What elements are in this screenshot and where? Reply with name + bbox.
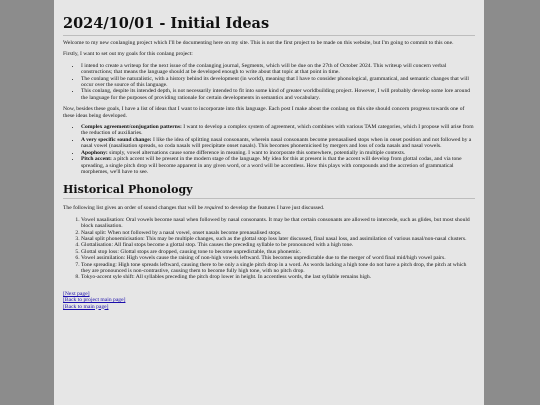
- main-page-link[interactable]: [Back to main page]: [63, 303, 109, 310]
- list-item: 6. Vowel assimilation: High vowels cause the raising of non-high vowels leftward. This becomes unpredictable due to the merger of word final mid/high vowel pairs.: [81, 255, 475, 261]
- list-item: 4. Glottalisation: All final stops become a glottal stop. This causes the preceding syllable to be pronounced with a high tone.: [81, 242, 475, 248]
- list-item: 3. Nasal split phonemicisation: This may be multiple changes, such as the glottal stop loss later discussed, final nasal loss, and assimilation of various nasal/non-nasal clusters.: [81, 236, 475, 242]
- page-content: [54, 0, 484, 405]
- intro-paragraph: Welcome to my new conlanging project which I'll be documenting here on my site. This is not the first project to be made on this website, but I'm going to commit to this one.: [63, 40, 454, 46]
- next-page-link[interactable]: [Next page]: [63, 290, 90, 297]
- idea-text: simply, vowel alternations cause some difference in meaning. I want to incorporate this somewhere, potentially in multiple contexts.: [109, 149, 406, 156]
- idea-text: I like the idea of splitting nasal consonants, wherein nasal consonants become prenasalised stops when in onset position and not followed by a nasal vowel (nasalisation spreads, so coda nasals will precipitate onset nasals). This becomes phonemicised by mergers and loss of coda nasals and nasal vowels.: [81, 136, 472, 150]
- idea-text: a pitch accent will be present in the modern stage of the language. My idea for this at present is that the accent will develop from glottal codas, and via tone spreading, a single pitch drop will become apparent in any given word, or a word will be accentless. How this plays with compounds and the accretion of grammatical morphemes, we'll have to see.: [81, 156, 462, 175]
- idea-term: Complex agreement/conjugation patterns:: [81, 124, 182, 131]
- list-item: 2. Nasal split: When not followed by a nasal vowel, onset nasals become prenasalised stops.: [81, 230, 475, 236]
- list-item: [81, 156, 475, 175]
- list-item: 8. Tokyo-accent syle shift: All syllables preceding the pitch drop lower in height. In accentless words, the last syllable remains high.: [81, 274, 475, 280]
- goals-list: [63, 63, 475, 101]
- page-navigation: [63, 291, 475, 310]
- list-item: • The conlang will be naturalistic, with a history behind its development (in world), meaning that I have to consider phonological, grammatical, and semantic changes that will occur over the source of this language.: [81, 76, 475, 89]
- list-item: 7. Tone spreading: High tone spreads leftward, causing there to be only a single pitch drop in a word. As words lacking a high tone do not have a pitch drop, the pitch at which they are pronounced is non-contrastive, causing them to become fully high tone, with no pitch drop.: [81, 262, 475, 275]
- emphasis: required: [204, 205, 224, 212]
- list-item: 1. Vowel nasalisation: Oral vowels become nasal when followed by nasal consonants. It may be that certain consonants are allowed to intercede, such as glides, but most should block nasalisation.: [81, 217, 475, 230]
- idea-term: A very specific sound change:: [81, 136, 152, 143]
- sound-changes-list: [63, 217, 475, 281]
- ideas-list: [63, 124, 475, 175]
- project-main-page-link[interactable]: [Back to project main page]: [63, 297, 126, 304]
- changes-intro: The following list gives an order of sound changes that will be required to develop the features I have just discussed.: [63, 205, 325, 212]
- list-item: [81, 124, 475, 137]
- idea-term: Apophony:: [81, 149, 108, 156]
- section-heading: Historical Phonology: [63, 183, 475, 199]
- page-title: 2024/10/01 - Initial Ideas: [63, 15, 475, 36]
- idea-text: I want to develop a complex system of agreement, which combines with various TAM categories, which I propose will arise from the reduction of auxiliaries.: [81, 124, 474, 137]
- idea-term: Pitch accent:: [81, 156, 112, 163]
- list-item: • This conlang, despite its intended depth, is not necessarily intended to fit into some kind of greater worldbuilding project. However, I will probably develop some lore around the language for the purposes of providing rationale for certain developments in semantics and vocabulary.: [81, 88, 475, 101]
- list-item: • I intend to create a writeup for the next issue of the conlanging journal, Segments, which will be due on the 27th of October 2024. This writeup will concern verbal constructions; that means the language should at be developed enough to write about that topic at that point in time.: [81, 63, 475, 76]
- list-item: 5. Glottal stop loss: Glottal stops are dropped, causing tone to become unpredictable, thus phonemic.: [81, 249, 475, 255]
- ideas-intro: Now, besides these goals, I have a list of ideas that I want to incorporate into this language. Each post I make about the conlang on this site should concern progress towards one of these ideas being developed.: [63, 106, 465, 119]
- list-item: [81, 137, 475, 150]
- goals-intro: Firstly, I want to set out my goals for this conlang project:: [63, 51, 193, 58]
